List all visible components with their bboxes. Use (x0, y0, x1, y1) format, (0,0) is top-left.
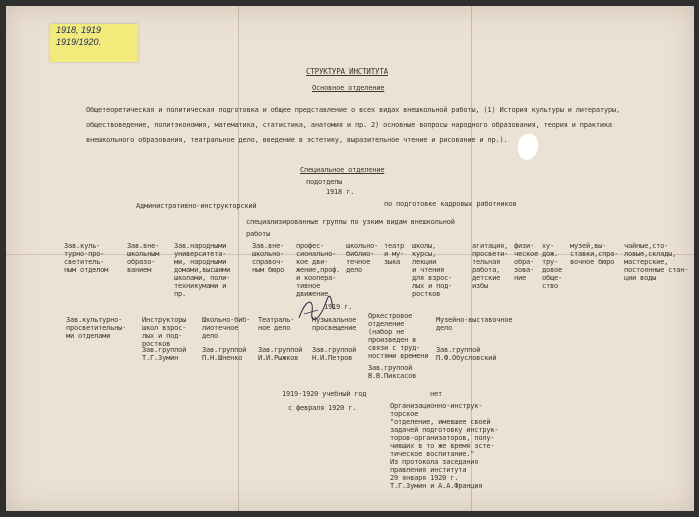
unit-1919: Зав.культурно- просветительны- ми отделами (66, 316, 127, 340)
sticky-note-line1: 1918, 1919 (56, 25, 102, 35)
document-title: СТРУКТУРА ИНСТИТУТА (306, 67, 388, 76)
unit-1919: Музейно-выставочное дело (436, 316, 513, 332)
unit-1919: Музыкальное просвещение (312, 316, 357, 332)
year-1919-1920: 1919-1920 учебный год (282, 390, 367, 398)
net-label: нет (430, 390, 443, 398)
group-head-1919: Зав.группой В.В.Пиксасов (368, 364, 417, 380)
column-1918: чайные,сто- ловые,склады, мастерские, постоянные стан- ции воды (624, 242, 689, 282)
subdivisions-label: подотделы (306, 178, 343, 186)
year-1918: 1918 г. (326, 188, 355, 196)
column-1918: профес- сионально- кое дви- жение,проф. и коопера- тивное движение (296, 242, 341, 298)
group-head-1919: Зав.группой П.Н.Шненко (202, 346, 247, 362)
column-1918: музей,вы- ставки,спра- вочное бюро (570, 242, 619, 266)
group-head-1919: Зав.группой П.Ф.Обусловский (436, 346, 497, 362)
unit-1919: Театраль- ное дело (258, 316, 295, 332)
protocol-note: Организационно-инструк- торское "отделение, имевшее своей задачей подготовку инструк- торов-организаторов, полу- чивших в то же время эсте- тическое воспитание." Из протокола заседания правления института 29 января 1920 г. Т.Г.Зумин и А.А.Франция (390, 402, 499, 490)
scanned-document (6, 6, 694, 511)
date-february-1920: с февраля 1920 г. (288, 404, 357, 412)
paper-fold (238, 6, 239, 511)
main-section-text: Общетеоретическая и политическая подготовка и общее представление о всех видах внешкольной работы, (1) История культуры и литературы, обществоведение, политэкономия, математика, статистика, анатомия и пр. 2) основные вопросы народного образования, теория и практика внешкольного образования, театральное дело, введение в эстетику, выразительное чтение и рисование и пр.). (86, 106, 620, 144)
column-1918: школы, курсы, лекции и чтения для взрос- лых и под- ростков (412, 242, 453, 298)
unit-1919: Инструкторы школ взрос- лых и под- ростков (142, 316, 187, 348)
sticky-note (50, 24, 138, 62)
group-head-1919: Зав.группой Т.Г.Зумин (142, 346, 187, 362)
group-head-1919: Зав.группой Н.И.Петров (312, 346, 357, 362)
column-1918: театр и му- зыка (384, 242, 405, 266)
column-1918: ху- дож. тру- довое обще- ство (542, 242, 563, 290)
special-section-heading: Специальное отделение (300, 166, 385, 174)
column-1918: агитация, просвети- тельная работа, детские избы (472, 242, 509, 290)
column-1918: Зав.куль- турно-про- светитель- ным отделом (64, 242, 109, 274)
admin-subdivision: Административно-инструкторский (136, 202, 257, 210)
year-1919: 1919 г. (324, 303, 353, 311)
sticky-note-line2: 1919/1920. (56, 37, 102, 47)
cadres-subdivision: по подготовке кадровых работников (384, 200, 517, 208)
column-1918: физи- ческое обра- зова- ние (514, 242, 539, 282)
column-1918: Зав.вне- школьно- справоч- ным бюро (252, 242, 285, 274)
unit-1919: Школьно-биб- лиотечное дело (202, 316, 251, 340)
main-section-heading: Основное отделение (312, 84, 385, 92)
column-1918: Зав.народными университета- ми, народными домами,высшими школами, поли- техникумами и пр. (174, 242, 231, 298)
unit-1919: Оркестровое отделение (набор не произведен в связи с труд- ностями времени (368, 312, 429, 360)
column-1918: Зав.вне- школьным образо- ванием (127, 242, 160, 274)
group-head-1919: Зав.группой И.И.Рыжков (258, 346, 303, 362)
column-1918: школьно- библио- течное дело (346, 242, 379, 274)
groups-label: специализированные группы по узким видам внешкольной работы (246, 218, 455, 238)
